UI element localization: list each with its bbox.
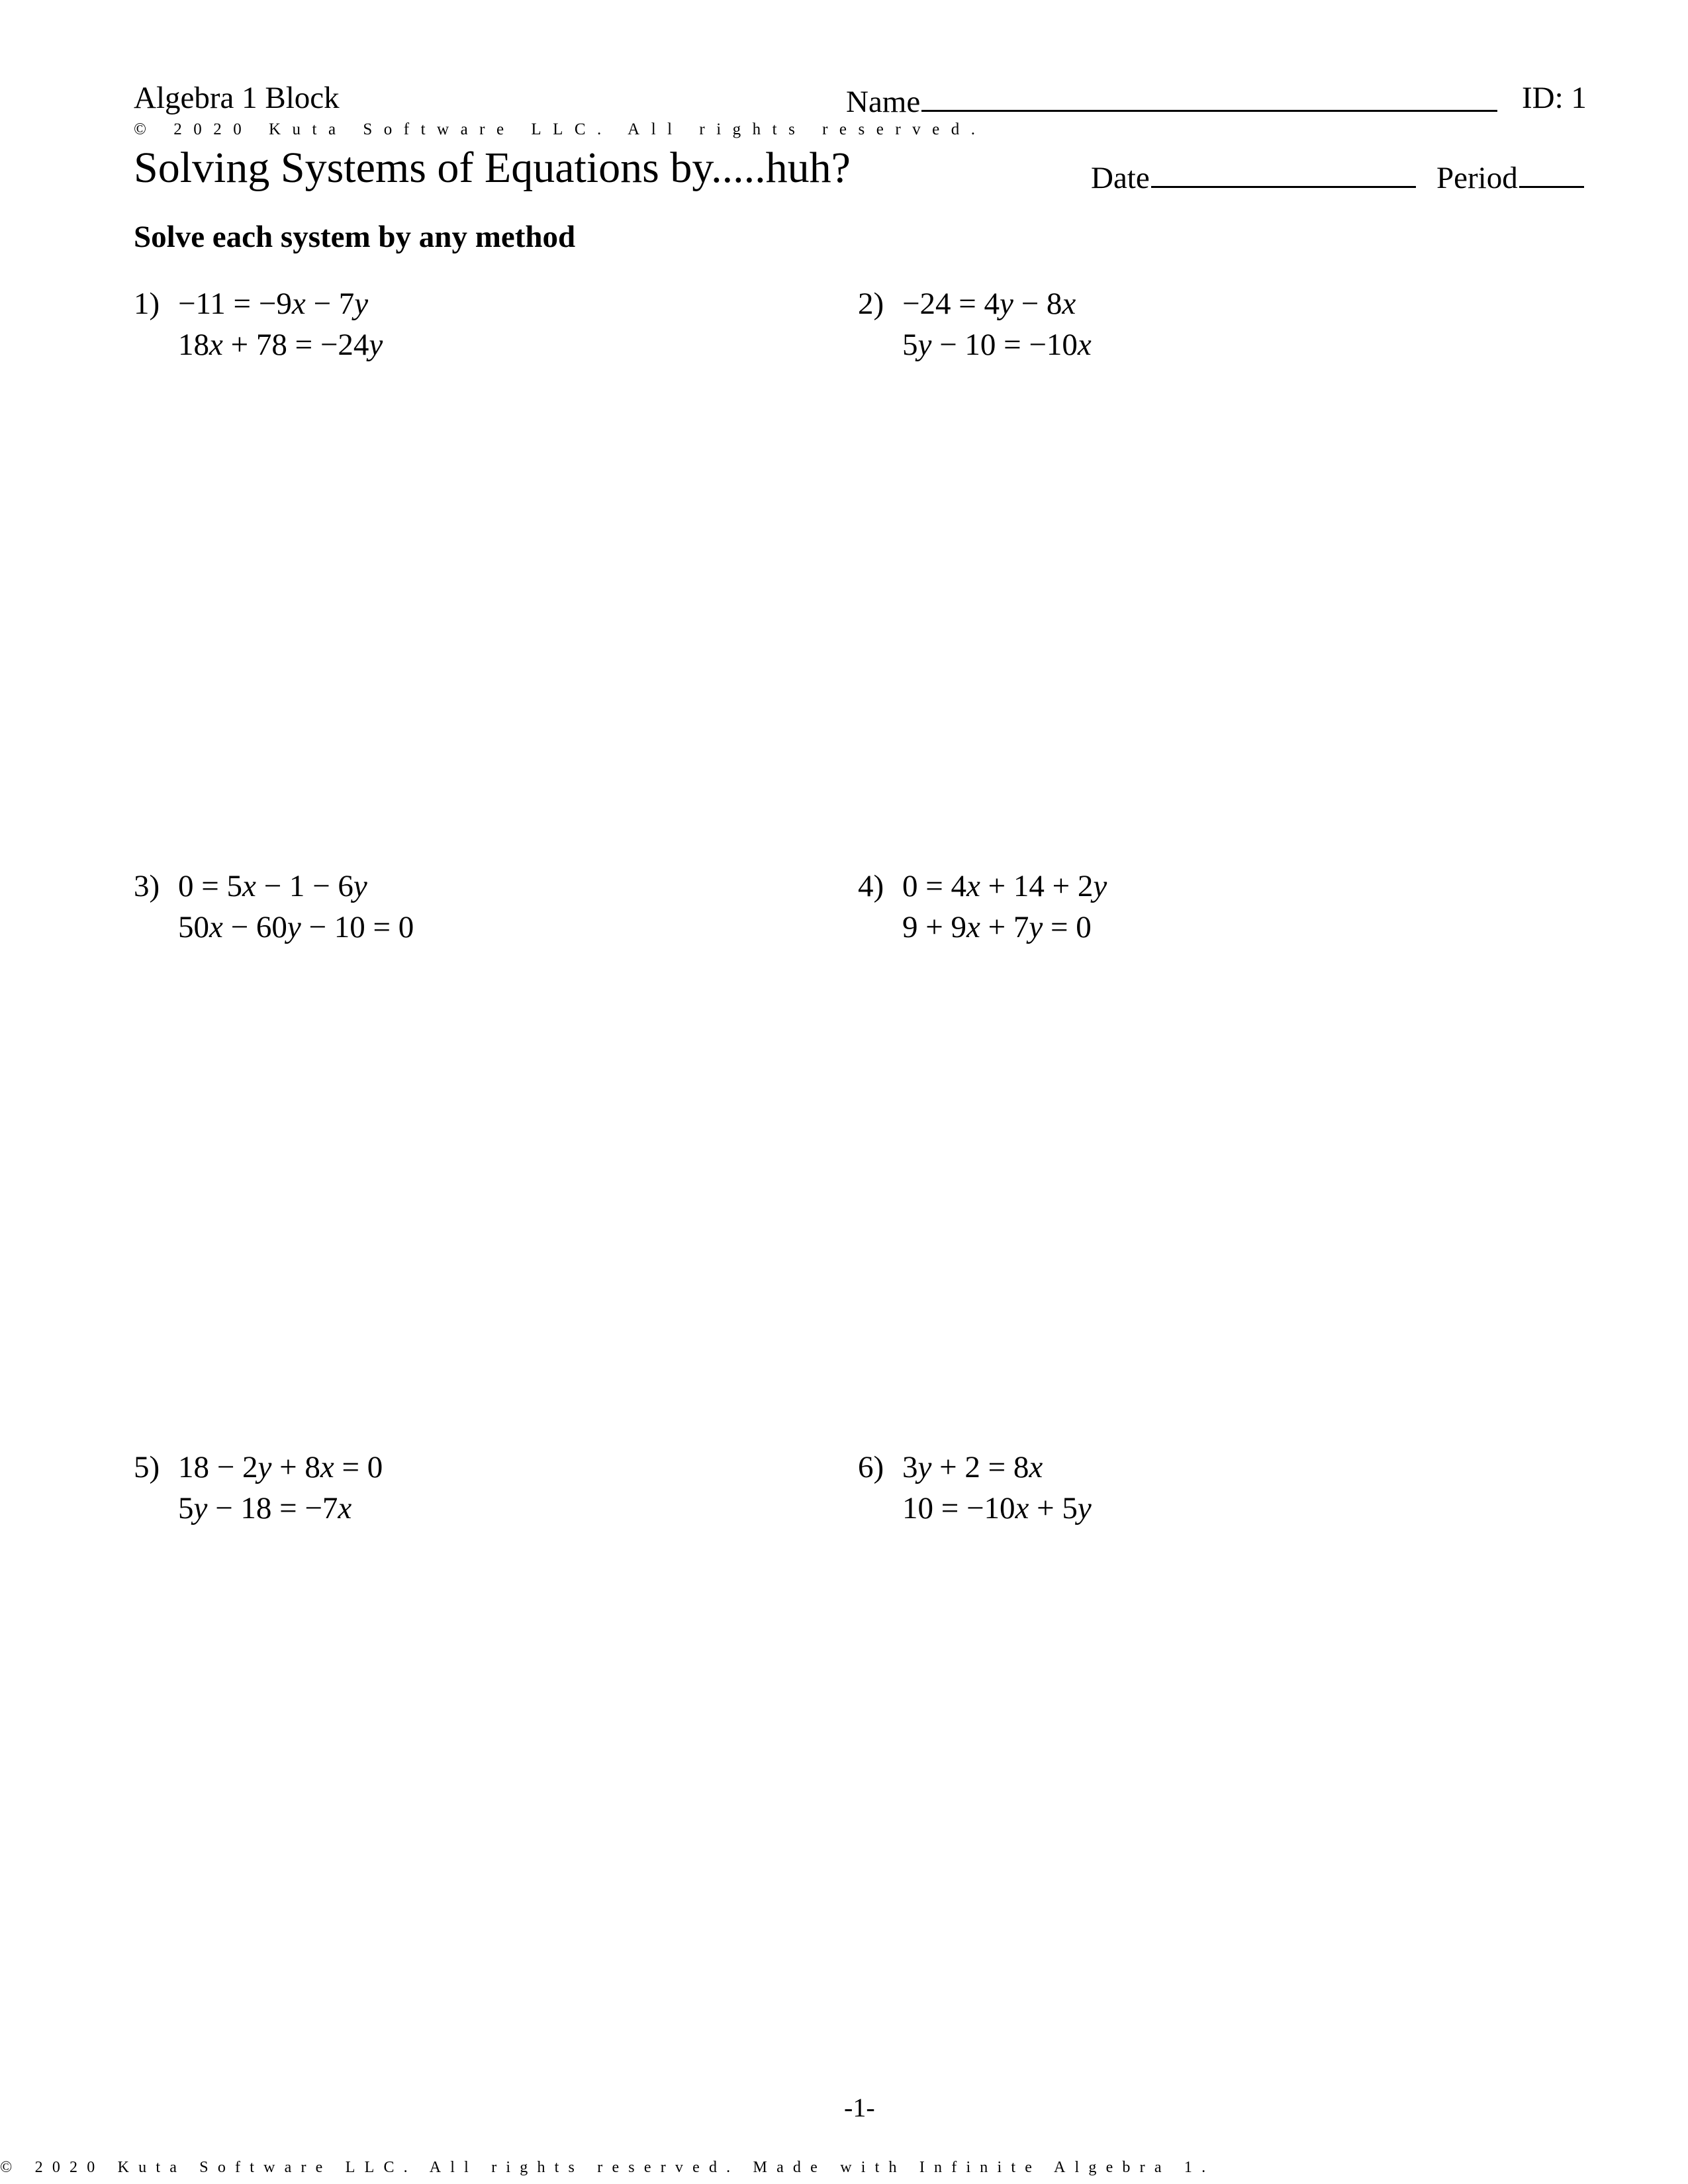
page-number: -1- xyxy=(844,2093,875,2122)
equation-2: 5y − 18 = −7x xyxy=(178,1491,352,1525)
equation-2: 5y − 10 = −10x xyxy=(902,328,1092,362)
worksheet-id: ID: 1 xyxy=(1522,81,1587,115)
problem-number: 3) xyxy=(134,869,160,903)
period-field[interactable] xyxy=(1436,154,1584,198)
problem-number: 4) xyxy=(858,869,884,903)
problem-number: 5) xyxy=(134,1450,160,1484)
name-field[interactable] xyxy=(846,78,1497,122)
name-label: Name xyxy=(846,85,921,119)
problem-number: 1) xyxy=(134,287,160,321)
copyright-header: © 2020 Kuta Software LLC. All rights reserved. xyxy=(134,120,987,138)
course-name: Algebra 1 Block xyxy=(134,81,340,115)
equation-1: −11 = −9x − 7y xyxy=(178,287,369,321)
copyright-footer: © 2020 Kuta Software LLC. All rights reserved. Made with Infinite Algebra 1. xyxy=(0,2159,1215,2176)
equation-2: 50x − 60y − 10 = 0 xyxy=(178,910,414,944)
name-blank-line[interactable] xyxy=(921,78,1497,112)
equation-1: 3y + 2 = 8x xyxy=(902,1450,1043,1484)
date-label: Date xyxy=(1091,161,1150,195)
period-blank-line[interactable] xyxy=(1519,154,1584,188)
problem-number: 6) xyxy=(858,1450,884,1484)
equation-2: 9 + 9x + 7y = 0 xyxy=(902,910,1092,944)
instructions: Solve each system by any method xyxy=(134,220,576,254)
equation-1: 0 = 4x + 14 + 2y xyxy=(902,869,1107,903)
date-field[interactable] xyxy=(1091,154,1416,198)
date-blank-line[interactable] xyxy=(1151,154,1416,188)
equation-1: 0 = 5x − 1 − 6y xyxy=(178,869,367,903)
period-label: Period xyxy=(1436,161,1518,195)
equation-2: 10 = −10x + 5y xyxy=(902,1491,1092,1525)
equation-1: −24 = 4y − 8x xyxy=(902,287,1076,321)
equation-1: 18 − 2y + 8x = 0 xyxy=(178,1450,383,1484)
problem-number: 2) xyxy=(858,287,884,321)
equation-2: 18x + 78 = −24y xyxy=(178,328,383,362)
page-title: Solving Systems of Equations by.....huh? xyxy=(134,144,851,192)
